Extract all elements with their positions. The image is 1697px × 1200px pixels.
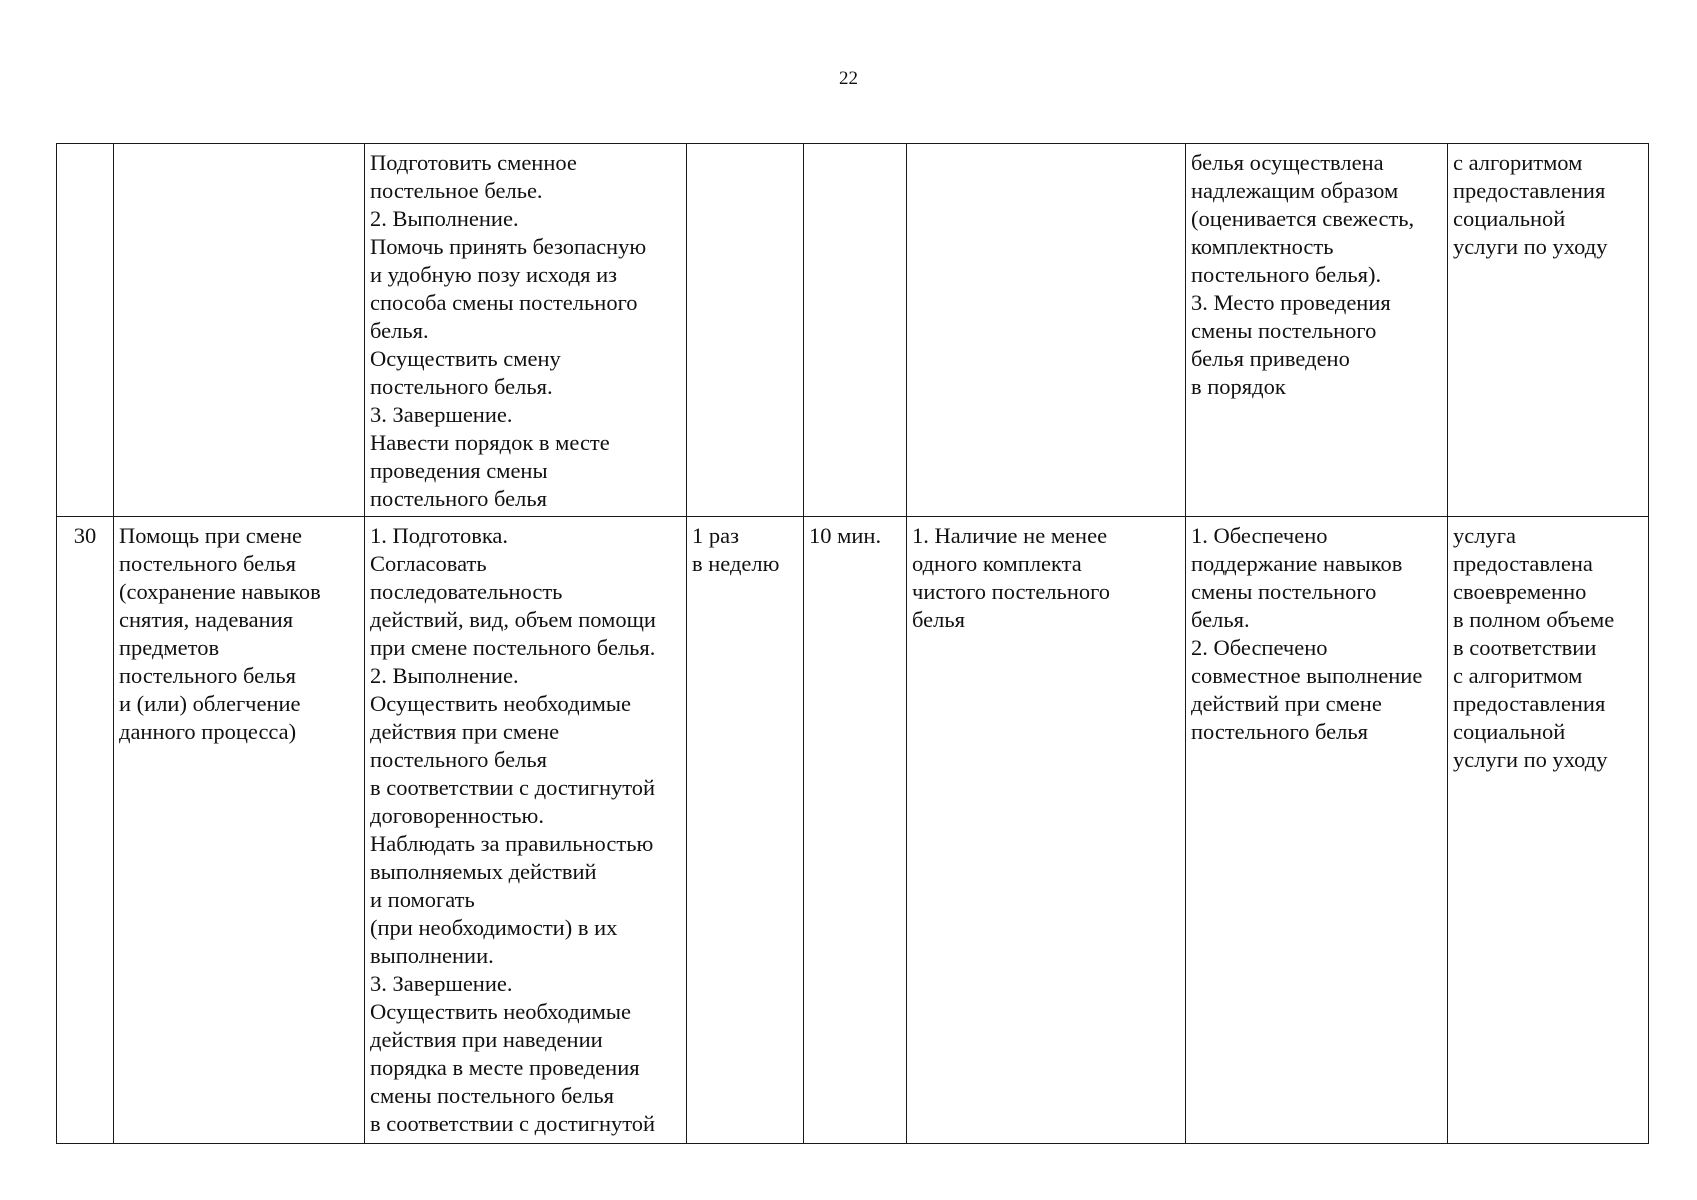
cell-duration — [804, 144, 907, 517]
services-table — [56, 143, 1649, 1144]
cell-results: 1. Обеспечено поддержание навыков смены постельного белья. 2. Обеспечено совместное выполнение действий при смене постельного белья — [1186, 517, 1448, 1144]
table-row — [57, 517, 1649, 1144]
cell-results: белья осуществлена надлежащим образом (оценивается свежесть, комплектность постельного белья). 3. Место проведения смены постельного белья приведено в порядок — [1186, 144, 1448, 517]
cell-frequency: 1 раз в неделю — [687, 517, 804, 1144]
cell-conditions: 1. Наличие не менее одного комплекта чистого постельного белья — [907, 517, 1186, 1144]
cell-number: 30 — [57, 517, 114, 1144]
cell-duration: 10 мин. — [804, 517, 907, 1144]
cell-conditions — [907, 144, 1186, 517]
cell-number — [57, 144, 114, 517]
cell-service-content: Подготовить сменное постельное белье. 2. Выполнение. Помочь принять безопасную и удобную позу исходя из способа смены постельного белья. Осуществить смену постельного белья. 3. Завершение. Навести порядок в месте проведения смены постельного белья — [365, 144, 687, 517]
cell-assessment: с алгоритмом предоставления социальной услуги по уходу — [1448, 144, 1649, 517]
cell-service-name: Помощь при смене постельного белья (сохранение навыков снятия, надевания предметов постельного белья и (или) облегчение данного процесса) — [114, 517, 365, 1144]
cell-service-content: 1. Подготовка. Согласовать последовательность действий, вид, объем помощи при смене постельного белья. 2. Выполнение. Осуществить необходимые действия при смене постельного белья в соответствии с достигнутой договоренностью. Наблюдать за правильностью выполняемых действий и помогать (при необходимости) в их выполнении. 3. Завершение. Осуществить необходимые действия при наведении порядка в месте проведения смены постельного белья в соответствии с достигнутой — [365, 517, 687, 1144]
cell-service-name — [114, 144, 365, 517]
cell-frequency — [687, 144, 804, 517]
page-number: 22 — [839, 68, 858, 89]
cell-assessment: услуга предоставлена своевременно в полном объеме в соответствии с алгоритмом предоставления социальной услуги по уходу — [1448, 517, 1649, 1144]
table-row — [57, 144, 1649, 517]
